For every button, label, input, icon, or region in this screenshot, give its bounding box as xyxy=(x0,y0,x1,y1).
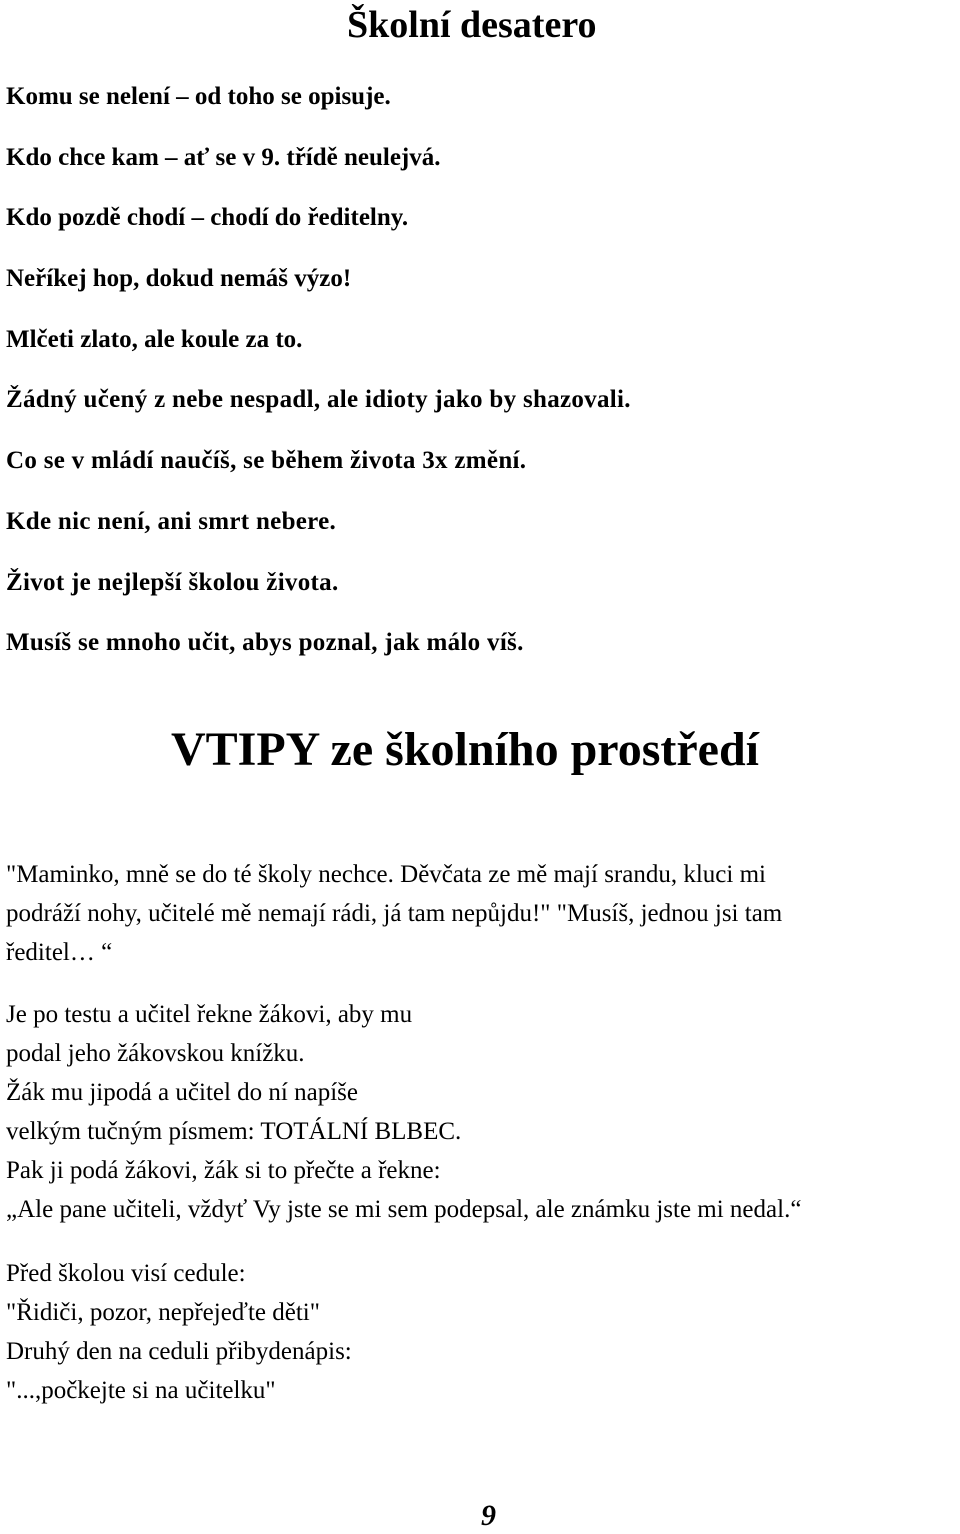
joke-line: velkým tučným písmem: TOTÁLNÍ BLBEC. xyxy=(6,1118,462,1145)
joke-line: "...,počkejte si na učitelku" xyxy=(6,1377,276,1404)
joke-line: Před školou visí cedule: xyxy=(6,1260,246,1287)
saying-item: Neříkej hop, dokud nemáš výzo! xyxy=(6,265,352,293)
joke-line: Žák mu jipodá a učitel do ní napíše xyxy=(6,1079,358,1106)
joke-line: ředitel… “ xyxy=(6,939,113,966)
joke-line: podal jeho žákovskou knížku. xyxy=(6,1040,305,1067)
saying-item: Kde nic není, ani smrt nebere. xyxy=(6,507,337,535)
page-number: 9 xyxy=(481,1499,496,1532)
saying-item: Mlčeti zlato, ale koule za to. xyxy=(6,325,303,353)
joke-paragraph xyxy=(6,995,951,1229)
page-title: Školní desatero xyxy=(347,4,597,46)
joke-line: „Ale pane učiteli, vždyť Vy jste se mi sem podepsal, ale známku jste mi nedal.“ xyxy=(6,1196,802,1223)
saying-item: Komu se nelení – od toho se opisuje. xyxy=(6,83,391,110)
joke-line: "Řidiči, pozor, nepřejeďte děti" xyxy=(6,1299,320,1326)
saying-item: Kdo pozdě chodí – chodí do ředitelny. xyxy=(6,204,409,232)
saying-item: Žádný učený z nebe nespadl, ale idioty jako by shazovali. xyxy=(6,386,631,414)
joke-line: "Maminko, mně se do té školy nechce. Děvčata ze mě mají srandu, kluci mi xyxy=(6,861,766,888)
sayings-list xyxy=(6,78,631,685)
joke-line: Pak ji podá žákovi, žák si to přečte a řekne: xyxy=(6,1157,441,1184)
saying-item: Musíš se mnoho učit, abys poznal, jak málo víš. xyxy=(6,629,524,657)
saying-item: Co se v mládí naučíš, se během života 3x změní. xyxy=(6,447,527,475)
jokes-heading: VTIPY ze školního prostředí xyxy=(170,723,760,776)
joke-paragraph xyxy=(6,855,951,972)
joke-line: Je po testu a učitel řekne žákovi, aby mu xyxy=(6,1001,413,1028)
saying-item: Život je nejlepší školou života. xyxy=(6,568,339,596)
joke-paragraph xyxy=(6,1254,951,1410)
saying-item: Kdo chce kam – ať se v 9. třídě neulejvá. xyxy=(6,143,441,171)
joke-line: Druhý den na ceduli přibydenápis: xyxy=(6,1338,352,1365)
joke-line: podráží nohy, učitelé mě nemají rádi, já tam nepůjdu!" "Musíš, jednou jsi tam xyxy=(6,900,783,927)
